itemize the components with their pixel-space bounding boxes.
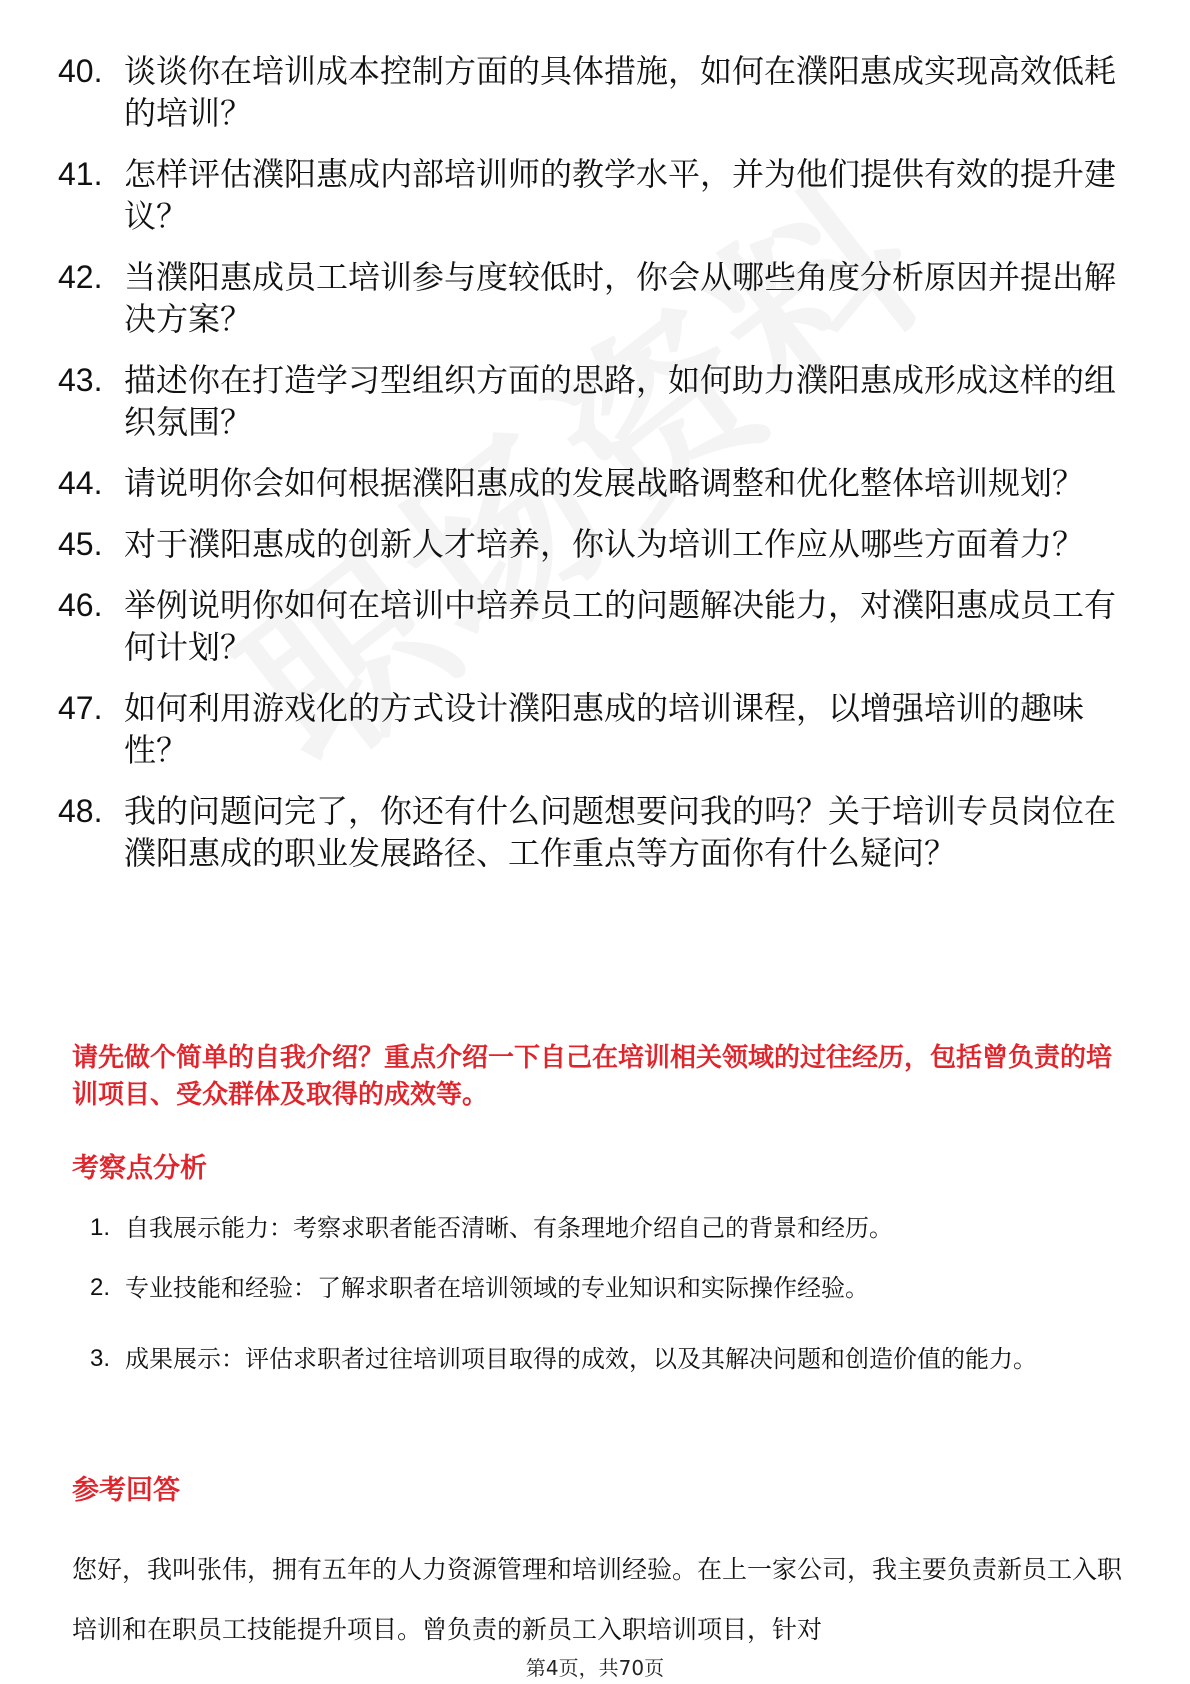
list-item [58, 687, 1138, 771]
list-item-text: 描述你在打造学习型组织方面的思路，如何助力濮阳惠成形成这样的组织氛围？ [124, 361, 1117, 441]
list-item [58, 584, 1138, 668]
interview-question: 请先做个简单的自我介绍？重点介绍一下自己在培训相关领域的过往经历，包括曾负责的培训项目、受众群体及取得的成效等。 [72, 1043, 1113, 1110]
list-item [58, 462, 1138, 504]
list-item-number: 3. [90, 1345, 111, 1372]
list-item-number: 1. [90, 1214, 111, 1241]
list-item [58, 523, 1138, 565]
list-item-number: 41. [58, 156, 103, 192]
list-item-text: 谈谈你在培训成本控制方面的具体措施，如何在濮阳惠成实现高效低耗的培训？ [124, 52, 1117, 132]
page-number: 第4页，共70页 [525, 1656, 665, 1680]
list-item-text: 专业技能和经验：了解求职者在培训领域的专业知识和实际操作经验。 [125, 1274, 869, 1302]
list-item-text: 怎样评估濮阳惠成内部培训师的教学水平，并为他们提供有效的提升建议？ [124, 155, 1117, 235]
list-item-number: 48. [58, 793, 103, 829]
analysis-list [90, 1210, 1130, 1412]
list-item [90, 1270, 1130, 1306]
list-item-number: 42. [58, 259, 103, 295]
list-item-number: 46. [58, 587, 103, 623]
list-item [90, 1210, 1130, 1246]
list-item-number: 47. [58, 690, 103, 726]
list-item [58, 790, 1138, 874]
answer-heading: 参考回答 [72, 1475, 180, 1506]
list-item-number: 40. [58, 53, 103, 89]
reference-answer: 您好，我叫张伟，拥有五年的人力资源管理和培训经验。在上一家公司，我主要负责新员工入职培训和在职员工技能提升项目。曾负责的新员工入职培训项目，针对 [72, 1555, 1123, 1644]
list-item [90, 1330, 1130, 1388]
list-item [58, 359, 1138, 443]
list-item-number: 2. [90, 1274, 111, 1301]
list-item-text: 请说明你会如何根据濮阳惠成的发展战略调整和优化整体培训规划？ [124, 464, 1085, 502]
list-item-number: 44. [58, 465, 103, 501]
list-item [58, 153, 1138, 237]
list-item [58, 256, 1138, 340]
list-item-text: 如何利用游戏化的方式设计濮阳惠成的培训课程，以增强培训的趣味性？ [124, 689, 1085, 769]
list-item [58, 50, 1138, 134]
list-item-text: 举例说明你如何在培训中培养员工的问题解决能力，对濮阳惠成员工有何计划？ [124, 586, 1117, 666]
list-item-text: 当濮阳惠成员工培训参与度较低时，你会从哪些角度分析原因并提出解决方案？ [124, 258, 1117, 338]
list-item-number: 43. [58, 362, 103, 398]
list-item-text: 对于濮阳惠成的创新人才培养，你认为培训工作应从哪些方面着力？ [124, 525, 1085, 563]
list-item-text: 成果展示：评估求职者过往培训项目取得的成效，以及其解决问题和创造价值的能力。 [125, 1345, 1037, 1373]
analysis-heading: 考察点分析 [72, 1153, 207, 1184]
list-item-number: 45. [58, 526, 103, 562]
question-list [58, 50, 1138, 893]
list-item-text: 我的问题问完了，你还有什么问题想要问我的吗？关于培训专员岗位在濮阳惠成的职业发展路径、工作重点等方面你有什么疑问？ [124, 792, 1117, 872]
list-item-text: 自我展示能力：考察求职者能否清晰、有条理地介绍自己的背景和经历。 [125, 1214, 893, 1242]
